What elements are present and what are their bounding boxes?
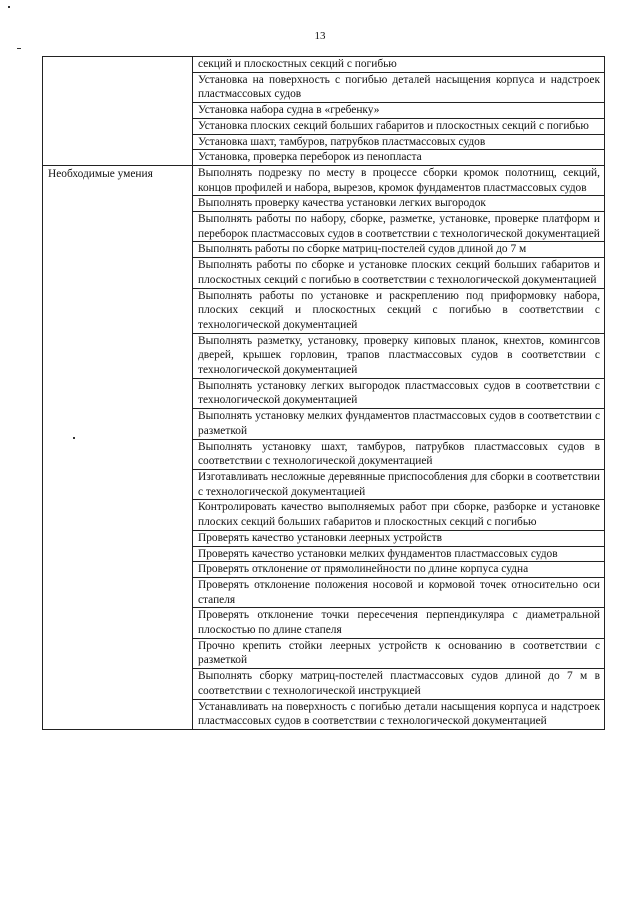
table-row — [43, 165, 605, 195]
table-cell: Проверять качество установки мелких фундаментов пластмассовых судов — [193, 546, 605, 562]
table-cell: Установка, проверка переборок из пенопласта — [193, 150, 605, 166]
table-cell: Выполнять работы по сборке и установке плоских секций больших габаритов и плоскостных секций с погибью в соответствии с технологической документацией — [193, 258, 605, 288]
table-cell: Проверять отклонение точки пересечения перпендикуляра с диаметральной плоскостью по длине стапеля — [193, 608, 605, 638]
table-cell: Установка шахт, тамбуров, патрубков пластмассовых судов — [193, 134, 605, 150]
label-cell-empty — [43, 57, 193, 166]
table-cell: Проверять отклонение положения носовой и кормовой точек относительно оси стапеля — [193, 577, 605, 607]
table-row — [43, 57, 605, 73]
table-cell: Изготавливать несложные деревянные приспособления для сборки в соответствии с технологической документацией — [193, 469, 605, 499]
table-cell: Выполнять сборку матриц-постелей пластмассовых судов длиной до 7 м в соответствии с технологической инструкцией — [193, 669, 605, 699]
table-cell: Выполнять разметку, установку, проверку киповых планок, кнехтов, комингсов дверей, крышек горловин, трапов пластмассовых судов в соответствии с технологической документацией — [193, 333, 605, 378]
table-cell: Установка набора судна в «гребенку» — [193, 103, 605, 119]
scan-mark — [17, 48, 21, 49]
table-cell: Выполнять работы по установке и раскреплению под приформовку набора, плоских секций и плоскостных секций с погибью в соответствии с технологической документацией — [193, 288, 605, 333]
table-cell: Установка плоских секций больших габаритов и плоскостных секций с погибью — [193, 118, 605, 134]
table-cell: Прочно крепить стойки леерных устройств к основанию в соответствии с разметкой — [193, 638, 605, 668]
table-cell: Выполнять проверку качества установки легких выгородок — [193, 196, 605, 212]
table-cell: Выполнять работы по сборке матриц-постелей судов длиной до 7 м — [193, 242, 605, 258]
table-cell: Проверять отклонение от прямолинейности по длине корпуса судна — [193, 562, 605, 578]
table-cell: Выполнять подрезку по месту в процессе сборки кромок полотнищ, секций, концов профилей и набора, вырезов, кромок фундаментов пластмассовых судов — [193, 165, 605, 195]
table-cell: Установка на поверхность с погибью деталей насыщения корпуса и надстроек пластмассовых судов — [193, 72, 605, 102]
table-cell: Выполнять установку шахт, тамбуров, патрубков пластмассовых судов в соответствии с технологической документацией — [193, 439, 605, 469]
page-number: 13 — [314, 30, 326, 42]
skills-label: Необходимые умения — [43, 165, 193, 729]
table-cell: Выполнять установку легких выгородок пластмассовых судов в соответствии с технологической документацией — [193, 378, 605, 408]
table-cell: Выполнять установку мелких фундаментов пластмассовых судов в соответствии с разметкой — [193, 409, 605, 439]
table-cell: Выполнять работы по набору, сборке, разметке, установке, проверке платформ и переборок пластмассовых судов в соответствии с технологической документацией — [193, 212, 605, 242]
competency-table — [42, 56, 605, 730]
table-cell: Контролировать качество выполняемых работ при сборке, разборке и установке плоских секций больших габаритов и плоскостных секций с погибью — [193, 500, 605, 530]
scan-mark — [8, 6, 10, 8]
table-cell: секций и плоскостных секций с погибью — [193, 57, 605, 73]
table-cell: Проверять качество установки леерных устройств — [193, 530, 605, 546]
table-cell: Устанавливать на поверхность с погибью детали насыщения корпуса и надстроек пластмассовых судов в соответствии с технологической документацией — [193, 699, 605, 729]
